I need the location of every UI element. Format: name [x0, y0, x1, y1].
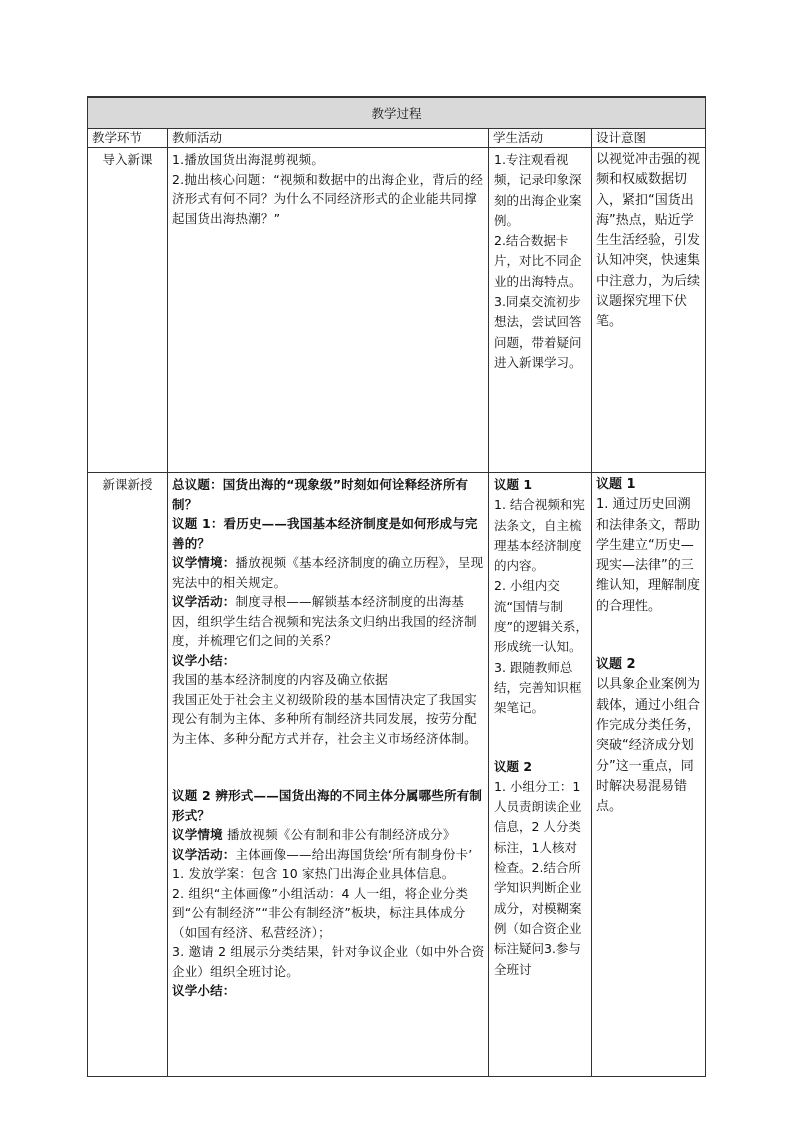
- cell-paragraph: 1.播放国货出海混剪视频。: [172, 152, 325, 167]
- cell-paragraph: 2.结合数据卡片，对比不同企业的出海特点。: [494, 233, 582, 289]
- paragraph-label: 议学情境: [172, 827, 223, 842]
- cell-paragraph: 以视觉冲击强的视频和权威数据切入，紧扣“国货出海”热点，贴近学生生活经验，引发认知冲突，快速集中注意力，为后续议题探究埋下伏笔。: [596, 152, 701, 330]
- stage-cell: 新课新授: [88, 473, 168, 1077]
- cell-paragraph: 议题 1：看历史——我国基本经济制度是如何形成与完善的？: [172, 516, 478, 551]
- cell-paragraph: [172, 825, 485, 845]
- teacher-activity-cell: [168, 148, 489, 473]
- student-activity-cell: [489, 148, 592, 473]
- paragraph-label: 议学活动：: [172, 846, 236, 862]
- header-stage: 教学环节: [88, 129, 168, 148]
- cell-paragraph: 2. 小组内交流“国情与制度”的逻辑关系，形成统一认知。: [494, 578, 588, 655]
- paragraph-label: 议学情境：: [172, 555, 236, 570]
- cell-paragraph: 1.专注观看视频，记录印象深刻的出海企业案例。: [494, 152, 582, 228]
- cell-paragraph: 我国的基本经济制度的内容及确立依据: [172, 672, 388, 687]
- cell-paragraph: 1. 发放学案：包含 10 家热门出海企业具体信息。: [172, 866, 455, 881]
- header-teacher: 教师活动: [168, 129, 489, 148]
- paragraph-text: 播放视频《基本经济制度的确立历程》，呈现宪法中的相关规定。: [172, 555, 484, 590]
- cell-paragraph: 议学小结：: [172, 983, 236, 998]
- cell-paragraph: 3.同桌交流初步想法，尝试回答问题，带着疑问进入新课学习。: [494, 294, 582, 370]
- student-activity-cell: [489, 473, 592, 1077]
- cell-paragraph: 议题 1: [494, 477, 533, 492]
- cell-paragraph: 议题 2: [494, 758, 533, 774]
- cell-paragraph: 议题 2: [596, 657, 636, 673]
- spacer: [172, 748, 485, 786]
- header-design: 设计意图: [592, 129, 706, 148]
- cell-paragraph: 议学小结：: [172, 652, 236, 668]
- stage-cell: 导入新课: [88, 148, 168, 473]
- cell-paragraph: 议题 2 辨形式——国货出海的不同主体分属哪些所有制形式？: [172, 788, 483, 823]
- paragraph-label: 议学活动：: [172, 594, 236, 609]
- cell-paragraph: 2. 组织“主体画像”小组活动：4 人一组，将企业分类到“公有制经济”“非公有制经济”板块，标注具体成分（如国有经济、私营经济）；: [172, 885, 469, 940]
- table-row: [88, 148, 706, 473]
- design-intent-cell: [592, 473, 706, 1077]
- spacer: [596, 617, 702, 655]
- paragraph-text: 制度寻根——解锁基本经济制度的出海基因，组织学生结合视频和宪法条文归纳出我国的经济制度，并梳理它们之间的关系？: [172, 594, 477, 648]
- teacher-activity-cell: [168, 473, 489, 1077]
- cell-paragraph: [172, 592, 485, 651]
- cell-paragraph: 3. 跟随教师总结，完善知识框架笔记。: [494, 659, 582, 716]
- cell-paragraph: [172, 553, 485, 592]
- cell-paragraph: 我国正处于社会主义初级阶段的基本国情决定了我国实现公有制为主体、多种所有制经济共同发展，按劳分配为主体、多种分配方式并存，社会主义市场经济体制。: [172, 691, 477, 746]
- table-title: 教学过程: [88, 98, 706, 129]
- cell-paragraph: 总议题：国货出海的“现象级”时刻如何诠释经济所有制？: [172, 477, 469, 512]
- cell-paragraph: 以具象企业案例为载体，通过小组合作完成分类任务，突破“经济成分划分”这一重点，同时解决易混易错点。: [596, 677, 701, 815]
- table-row: [88, 473, 706, 1077]
- header-student: 学生活动: [489, 129, 592, 148]
- cell-paragraph: 2.抛出核心问题：“视频和数据中的出海企业，背后的经济形式有何不同？为什么不同经济形式的企业能共同撑起国货出海热潮？”: [172, 171, 484, 226]
- design-intent-cell: [592, 148, 706, 473]
- cell-paragraph: 1. 结合视频和宪法条文，自主梳理基本经济制度的内容。: [494, 497, 585, 574]
- spacer: [494, 719, 588, 757]
- header-row: [88, 129, 706, 148]
- cell-paragraph: 1. 小组分工：1 人员责朗读企业信息，2 人分类标注，1人核对检查。2.结合所学知识判断企业成分，对模糊案例（如合资企业标注疑问3.参与全班讨: [494, 778, 582, 977]
- cell-paragraph: 议题 1: [596, 477, 636, 492]
- cell-paragraph: [172, 845, 485, 865]
- paragraph-text: 播放视频《公有制和非公有制经济成分》: [222, 827, 456, 842]
- cell-paragraph: 3. 邀请 2 组展示分类结果，针对争议企业（如中外合资企业）组织全班讨论。: [172, 944, 485, 979]
- cell-paragraph: 1. 通过历史回溯和法律条文，帮助学生建立“历史—现实—法律”的三维认知，理解制度的合理性。: [596, 497, 701, 614]
- teaching-process-table: [87, 96, 706, 1077]
- paragraph-text: 主体画像——给出海国货绘‘所有制身份卡’: [235, 846, 473, 862]
